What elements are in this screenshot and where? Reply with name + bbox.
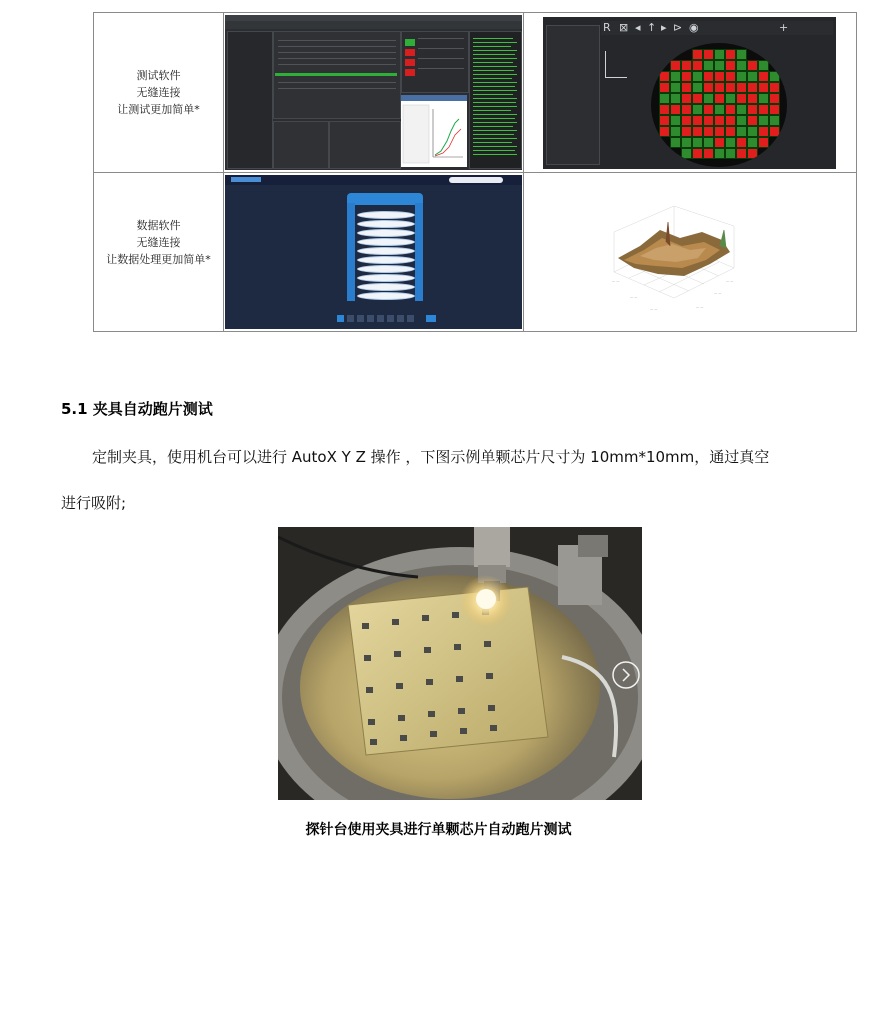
wafer-die-cell bbox=[725, 71, 736, 82]
wafer-die-cell bbox=[692, 137, 703, 148]
feature-table bbox=[93, 12, 857, 332]
wafer-die-cell bbox=[703, 126, 714, 137]
wafer-map bbox=[651, 43, 787, 167]
wafer-die-cell bbox=[670, 137, 681, 148]
wafer-die-cell bbox=[692, 93, 703, 104]
wafer-die-cell bbox=[714, 49, 725, 60]
wafer-die-cell bbox=[736, 49, 747, 60]
wafer-die-cell bbox=[725, 104, 736, 115]
wafer-die-cell bbox=[692, 148, 703, 159]
wafer-die-cell bbox=[692, 71, 703, 82]
wafer-die-cell bbox=[681, 60, 692, 71]
wafer-die-cell bbox=[681, 148, 692, 159]
table-column-divider bbox=[523, 13, 524, 331]
wafer-die-cell bbox=[769, 115, 780, 126]
wafer-die-cell bbox=[725, 115, 736, 126]
wafer-die-cell bbox=[736, 93, 747, 104]
row2-label-line: 无缝连接 bbox=[136, 236, 181, 249]
wafer-die-cell bbox=[725, 148, 736, 159]
wafer-die-cell bbox=[725, 126, 736, 137]
wafer-die-cell bbox=[736, 82, 747, 93]
wafer-die-cell bbox=[659, 71, 670, 82]
wafer-die-cell bbox=[714, 82, 725, 93]
wafer-die-cell bbox=[714, 71, 725, 82]
wafer-die-cell bbox=[714, 126, 725, 137]
section-heading: 5.1 夹具自动跑片测试 bbox=[61, 400, 213, 418]
wafer-die-cell bbox=[747, 137, 758, 148]
row1-label-line: 无缝连接 bbox=[136, 86, 181, 99]
wafer-die-cell bbox=[659, 82, 670, 93]
svg-text:— —: — — bbox=[630, 295, 638, 299]
3d-surface-plot bbox=[610, 202, 738, 326]
wafer-die-cell bbox=[725, 82, 736, 93]
wafer-die-cell bbox=[681, 71, 692, 82]
row2-label-line: 数据软件 bbox=[136, 219, 181, 232]
row1-label-line: 让测试更加简单* bbox=[117, 103, 200, 116]
wafer-die-cell bbox=[681, 137, 692, 148]
wafer-die-cell bbox=[758, 93, 769, 104]
wafer-die-cell bbox=[659, 115, 670, 126]
wafer-die-cell bbox=[725, 60, 736, 71]
wafer-die-cell bbox=[703, 71, 714, 82]
wafer-die-cell bbox=[736, 60, 747, 71]
probe-station-fixture-photo bbox=[278, 527, 642, 800]
wafer-die-cell bbox=[747, 82, 758, 93]
wafer-die-cell bbox=[725, 93, 736, 104]
wafer-die-cell bbox=[670, 104, 681, 115]
wafer-die-cell bbox=[747, 71, 758, 82]
wafer-die-cell bbox=[703, 104, 714, 115]
row1-label bbox=[94, 67, 223, 118]
row2-label-line: 让数据处理更加简单* bbox=[106, 253, 211, 266]
wafer-die-cell bbox=[703, 60, 714, 71]
wafer-die-cell bbox=[758, 104, 769, 115]
wafer-die-cell bbox=[747, 104, 758, 115]
paragraph-line-1: 定制夹具，使用机台可以进行 AutoX Y Z 操作 ，下图示例单颗芯片尺寸为 10mm*10mm，通过真空 bbox=[92, 448, 770, 466]
wafer-die-cell bbox=[703, 148, 714, 159]
data-software-screenshot bbox=[225, 175, 522, 329]
wafer-die-cell bbox=[736, 71, 747, 82]
wafer-die-cell bbox=[758, 126, 769, 137]
wafer-die-cell bbox=[692, 82, 703, 93]
svg-text:— —: — — bbox=[612, 279, 620, 283]
wafer-die-cell bbox=[769, 82, 780, 93]
wafer-die-cell bbox=[681, 104, 692, 115]
row2-label bbox=[94, 217, 223, 268]
wafer-die-cell bbox=[769, 93, 780, 104]
wafer-die-cell bbox=[758, 115, 769, 126]
wafer-die-cell bbox=[692, 115, 703, 126]
wafer-die-cell bbox=[747, 93, 758, 104]
wafer-die-cell bbox=[714, 104, 725, 115]
wafer-die-cell bbox=[692, 104, 703, 115]
wafer-die-cell bbox=[758, 71, 769, 82]
wafer-die-cell bbox=[736, 137, 747, 148]
wafer-die-cell bbox=[670, 126, 681, 137]
wafer-die-cell bbox=[714, 93, 725, 104]
svg-text:— —: — — bbox=[650, 307, 658, 311]
wafer-die-cell bbox=[703, 137, 714, 148]
wafer-die-cell bbox=[714, 137, 725, 148]
wafer-die-cell bbox=[681, 82, 692, 93]
wafer-die-cell bbox=[714, 60, 725, 71]
wafer-die-cell bbox=[758, 82, 769, 93]
wafer-die-cell bbox=[747, 115, 758, 126]
wafer-die-cell bbox=[736, 148, 747, 159]
wafer-die-cell bbox=[725, 137, 736, 148]
wafer-die-cell bbox=[736, 104, 747, 115]
wafer-cassette-graphic bbox=[343, 189, 427, 305]
wafer-die-cell bbox=[703, 115, 714, 126]
wafer-die-cell bbox=[725, 49, 736, 60]
wafer-die-cell bbox=[659, 93, 670, 104]
wafer-die-cell bbox=[670, 82, 681, 93]
table-row-divider bbox=[94, 172, 856, 173]
wafer-die-cell bbox=[769, 104, 780, 115]
wafer-die-cell bbox=[659, 104, 670, 115]
wafer-die-cell bbox=[692, 60, 703, 71]
svg-text:— —: — — bbox=[726, 279, 734, 283]
figure-caption: 探针台使用夹具进行单颗芯片自动跑片测试 bbox=[305, 822, 572, 838]
wafer-die-cell bbox=[758, 60, 769, 71]
wafer-die-cell bbox=[681, 93, 692, 104]
wafer-die-cell bbox=[703, 82, 714, 93]
wafer-die-cell bbox=[703, 49, 714, 60]
svg-text:— —: — — bbox=[696, 305, 704, 309]
wafer-die-cell bbox=[692, 126, 703, 137]
row1-label-line: 测试软件 bbox=[136, 69, 181, 82]
wafer-die-cell bbox=[747, 60, 758, 71]
wafer-die-cell bbox=[670, 71, 681, 82]
svg-text:— —: — — bbox=[714, 291, 722, 295]
wafer-die-cell bbox=[670, 60, 681, 71]
table-column-divider bbox=[223, 13, 224, 331]
wafer-die-cell bbox=[681, 115, 692, 126]
wafer-die-cell bbox=[769, 71, 780, 82]
wafer-die-cell bbox=[736, 126, 747, 137]
wafer-die-cell bbox=[747, 148, 758, 159]
wafer-die-cell bbox=[758, 137, 769, 148]
wafer-die-cell bbox=[670, 115, 681, 126]
wafer-die-cell bbox=[714, 148, 725, 159]
wafer-map-screenshot: R ⊠ ◂ ↑ ▸ ⊳ ◉ + bbox=[543, 17, 836, 169]
test-software-screenshot bbox=[225, 15, 522, 170]
wafer-die-cell bbox=[714, 115, 725, 126]
wafer-die-cell bbox=[736, 115, 747, 126]
wafer-die-cell bbox=[681, 126, 692, 137]
paragraph-line-2: 进行吸附; bbox=[61, 494, 127, 512]
wafer-die-cell bbox=[747, 126, 758, 137]
wafer-die-cell bbox=[692, 49, 703, 60]
wafer-die-cell bbox=[703, 93, 714, 104]
wafer-die-cell bbox=[670, 93, 681, 104]
wafer-die-cell bbox=[769, 126, 780, 137]
wafer-die-cell bbox=[659, 126, 670, 137]
